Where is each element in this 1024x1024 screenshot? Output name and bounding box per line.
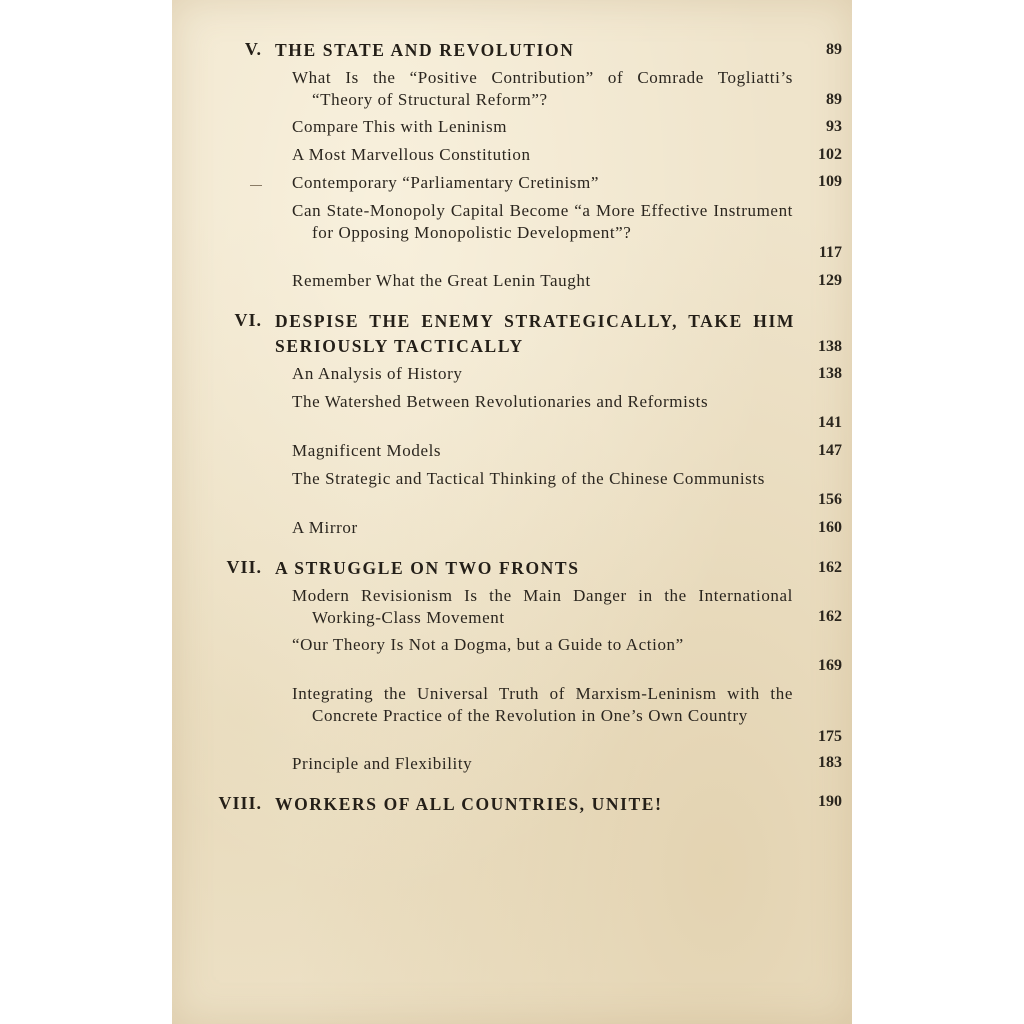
page-number: 147 — [818, 442, 842, 459]
section-title: A Most Marvellous Constitution — [292, 145, 531, 164]
section-title: Contemporary “Parliamentary Cretinism” — [292, 173, 599, 192]
page-number: 89 — [826, 41, 842, 58]
chapter-number: VII. — [226, 557, 262, 577]
section-title: The Strategic and Tactical Thinking of the Chinese Communists — [292, 469, 765, 488]
page-number: 162 — [818, 559, 842, 576]
page-number: 89 — [826, 91, 842, 108]
section-title: Magnificent Models — [292, 441, 442, 460]
page-number: 129 — [818, 272, 842, 289]
page-number: 175 — [818, 728, 842, 745]
page-number: 160 — [818, 519, 842, 536]
section-title: A Mirror — [292, 518, 358, 537]
section-title: Can State-Monopoly Capital Become “a More Effective Instrument for Opposing Monopolistic Development”? — [292, 201, 793, 242]
chapter-number: VIII. — [218, 793, 262, 813]
chapter-title: A STRUGGLE ON TWO FRONTS — [275, 558, 580, 578]
section-title: “Our Theory Is Not a Dogma, but a Guide to Action” — [292, 635, 684, 654]
page-number: 117 — [818, 244, 842, 261]
book-page — [172, 0, 852, 1024]
margin-mark — [250, 185, 262, 186]
section-title: Compare This with Leninism — [292, 117, 508, 136]
page-number: 93 — [826, 118, 842, 135]
page-number: 138 — [818, 365, 842, 382]
section-title: The Watershed Between Revolutionaries and Reformists — [292, 392, 709, 411]
chapter-title: DESPISE THE ENEMY STRATEGICALLY, TAKE HIM SERIOUSLY TACTICALLY — [275, 311, 795, 356]
chapter-number: VI. — [234, 310, 262, 330]
page-number: 183 — [818, 754, 842, 771]
chapter-title: WORKERS OF ALL COUNTRIES, UNITE! — [275, 794, 663, 814]
section-title: Remember What the Great Lenin Taught — [292, 271, 591, 290]
chapter-title: THE STATE AND REVOLUTION — [275, 40, 575, 60]
section-title: Modern Revisionism Is the Main Danger in the International Working-Class Movement — [292, 586, 793, 627]
page-number: 162 — [818, 608, 842, 625]
chapter-number: V. — [244, 39, 262, 59]
page-number: 156 — [818, 491, 842, 508]
page-number: 190 — [818, 793, 842, 810]
section-title: Principle and Flexibility — [292, 754, 473, 773]
page-number: 169 — [818, 657, 842, 674]
table-of-contents — [172, 0, 852, 1024]
page-number: 102 — [818, 146, 842, 163]
page-number: 138 — [818, 338, 842, 355]
page-number: 109 — [818, 173, 842, 190]
section-title: What Is the “Positive Contribution” of Comrade Togliatti’s “Theory of Structural Reform”? — [292, 68, 793, 109]
section-title: An Analysis of History — [292, 364, 463, 383]
page-number: 141 — [818, 414, 842, 431]
section-title: Integrating the Universal Truth of Marxism-Leninism with the Concrete Practice of the Revolution in One’s Own Country — [292, 684, 793, 725]
